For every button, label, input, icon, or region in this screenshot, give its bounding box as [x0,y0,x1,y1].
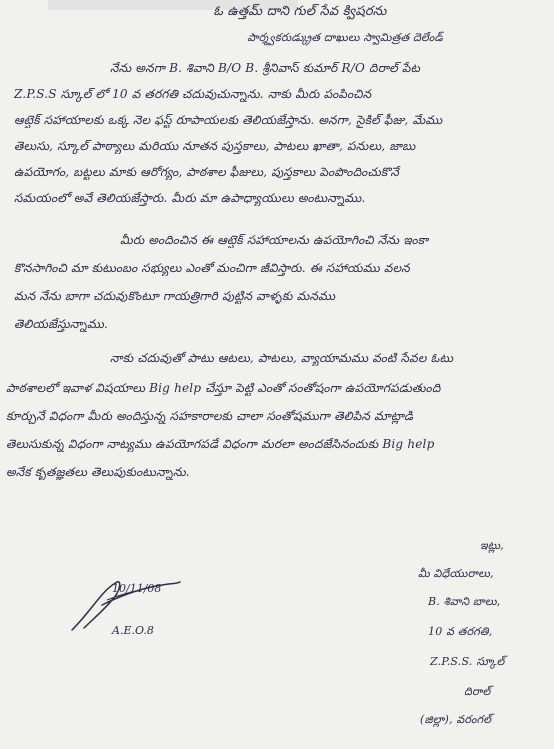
closing-line: (జిల్లా), వరంగల్ [420,713,492,726]
signature-initials: A.E.O.8 [112,624,154,637]
paragraph1-line: తెలుసు, స్కూల్ పాఠ్యాలు మరియు నూతన పుస్తకాలు, పాటలు ఖాతా, పనులు, జాబు [14,139,416,153]
closing-line: దిరాల్ [464,685,491,698]
paragraph1-line: సమయంలో అవే తెలియజేస్తారు. మీరు మా ఉపాధ్యాయులు అంటున్నాము. [14,191,366,205]
paragraph2-line: కొనసాగించి మా కుటుంబం సభ్యులు ఎంతో మంచిగా జీవిస్తారు. ఈ సహాయము వలన [14,261,410,275]
letter-subtitle: పార్శ్వకరుడ్క్రుత దాఖులు స్వామిత్రత దెలేండ్ [247,31,443,44]
paragraph3-line: అనేక కృతజ్ఞతలు తెలుపుకుంటున్నాను. [6,465,190,479]
paragraph3-line: నాకు చదువుతో పాటు ఆటలు, పాటలు, వ్యాయామము వంటి సేవల ఓటు [110,351,454,365]
paragraph2-line: మీరు అందించిన ఈ ఆట్షెక్ సహాయాలను ఉపయోగించి నేను ఇంకా [120,233,429,247]
paragraph3-line: కూర్చునే విధంగా మీరు అందిస్తున్న సహకారాలకు చాలా సంతోషముగా తెలిపిన మాట్లాడి [6,409,414,423]
closing-line: Z.P.S.S. స్కూల్ [430,655,505,668]
closing-line: మీ విధేయురాలు, [418,567,494,580]
signature-date: 10/11/08 [112,582,162,595]
paragraph2-line: మన నేను బాగా చదువుకొంటూ గాయత్రిగారి పుట్టిన వాళ్ళకు మనము [14,289,336,303]
letter-title: ఓ ఉత్తమ్ దాని గుల్ సేవ క్విషరను [213,4,387,19]
closing-line: 10 వ తరగతి, [428,625,493,638]
paragraph3-line: తెలుసుకున్న విధంగా నాట్యము ఉపయోగపడే విధంగా మరలా అందజేసినందుకు Big help [6,437,435,451]
paragraph1-line: Z.P.S.S స్కూల్ లో 10 వ తరగతి చదువుచున్నాను. నాకు మీరు పంపించిన [14,87,372,101]
closing-line: B. శివాని బాలు, [428,595,501,608]
paragraph1-line: ఉపయోగం, బట్టలు మాకు ఆరోగ్యం, పాఠశాల ఫీజులు, పుస్తకాలు పెంపొందించుకొనే [14,165,400,179]
paragraph2-line: తెలియజేస్తున్నాము. [14,317,109,331]
paragraph1-line: నేను అనగా B. శివాని B/O B. శ్రీనివాస్ కుమార్ R/O దిరాల్ పేట [110,61,421,75]
closing-line: ఇట్లు, [480,539,504,552]
paragraph1-line: ఆట్షెక్ సహాయాలకు ఒక్క నెల ఫస్ట్ రూపాయలకు తెలియజేస్తాను. అనగా, సైకిల్ ఫీజు, మేము [14,113,443,127]
paragraph3-line: పాఠశాలలో ఇవాళ విషయాలు Big help చేస్తూ పెట్టి ఎంతో సంతోషంగా ఉపయోగపడుతుంది [6,381,441,395]
